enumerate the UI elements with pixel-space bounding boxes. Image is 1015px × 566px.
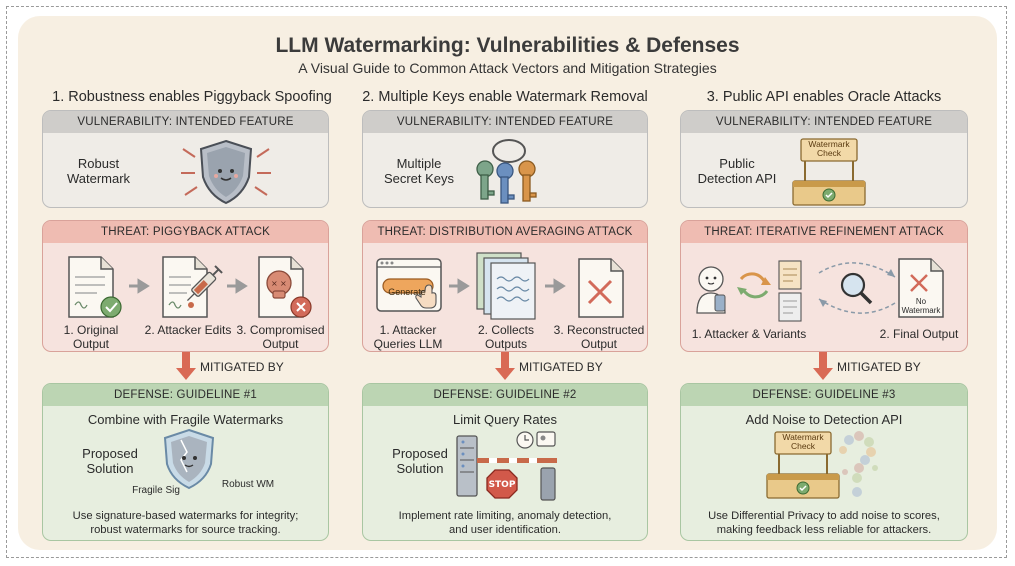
- proposed-solution-label: Proposed Solution: [392, 446, 448, 476]
- defense-description-line-2: and user identification.: [449, 524, 561, 536]
- mitigated-by-label: MITIGATED BY: [200, 360, 284, 374]
- step-2-label: 2. Final Output: [879, 327, 959, 341]
- defense-description-line-1: Use signature-based watermarks for integrity;: [72, 510, 299, 522]
- column-3-defense-box: [680, 383, 968, 541]
- column-1-defense-box: [42, 383, 329, 541]
- defense-description-line-2: robust watermarks for source tracking.: [90, 524, 281, 536]
- step-1-label: 1. Original Output: [63, 323, 119, 351]
- step-3-label: 3. Compromised Output: [236, 323, 325, 351]
- column-3-heading: 3. Public API enables Oracle Attacks: [706, 89, 942, 105]
- generate-button-label: Generate: [388, 287, 426, 297]
- vulnerability-label: Public Detection API: [697, 156, 777, 186]
- defense-title: Add Noise to Detection API: [745, 412, 903, 427]
- column-1-heading: 1. Robustness enables Piggyback Spoofing: [52, 89, 332, 105]
- arrow-icon: [545, 279, 567, 293]
- column-2-vulnerability-box: [362, 110, 648, 208]
- collected-outputs-stack-icon: [475, 251, 541, 321]
- column-3-vulnerability-box: [680, 110, 968, 208]
- step-3-label: 3. Reconstructed Output: [553, 323, 645, 351]
- defense-description-line-2: making feedback less reliable for attackers.: [716, 524, 932, 536]
- defense-header: DEFENSE: GUIDELINE #1: [43, 384, 328, 406]
- attacker-variants-icon: [693, 257, 813, 323]
- step-1-label: 1. Attacker Queries LLM: [373, 323, 443, 351]
- proposed-solution-label: Proposed Solution: [82, 446, 138, 476]
- mitigated-down-arrow-icon: [494, 352, 516, 382]
- column-2-heading: 2. Multiple Keys enable Watermark Removal: [362, 89, 648, 105]
- vulnerability-label: Robust Watermark: [66, 156, 131, 186]
- column-1-vulnerability-box: [42, 110, 329, 208]
- no-watermark-label: No Watermark: [901, 297, 941, 315]
- page-subtitle: A Visual Guide to Common Attack Vectors and Mitigation Strategies: [298, 60, 717, 76]
- step-2-label: 2. Attacker Edits: [144, 323, 232, 337]
- rate-limit-gate-icon: [455, 428, 563, 504]
- mitigated-by-label: MITIGATED BY: [519, 360, 603, 374]
- arrow-icon: [129, 279, 151, 293]
- mitigated-down-arrow-icon: [812, 352, 834, 382]
- defense-header: DEFENSE: GUIDELINE #3: [681, 384, 967, 406]
- defense-description: [363, 509, 647, 537]
- column-1-threat-box: [42, 220, 329, 352]
- booth-sign-text: Watermark Check: [782, 432, 824, 451]
- threat-header: THREAT: ITERATIVE REFINEMENT ATTACK: [681, 221, 967, 243]
- page-title: LLM Watermarking: Vulnerabilities & Defenses: [275, 34, 740, 57]
- vulnerability-label: Multiple Secret Keys: [383, 156, 455, 186]
- defense-header: DEFENSE: GUIDELINE #2: [363, 384, 647, 406]
- attacker-edits-syringe-icon: [161, 255, 227, 319]
- svg-text:×: ×: [271, 279, 278, 288]
- fragile-sig-tag: Fragile Sig: [132, 485, 180, 496]
- defense-title: Limit Query Rates: [452, 412, 558, 427]
- defense-title: Combine with Fragile Watermarks: [87, 412, 284, 427]
- robust-shield-icon: [181, 139, 271, 205]
- vulnerability-header: VULNERABILITY: INTENDED FEATURE: [363, 111, 647, 133]
- defense-description: [681, 509, 967, 537]
- mitigated-down-arrow-icon: [175, 352, 197, 382]
- svg-text:×: ×: [280, 279, 287, 288]
- vulnerability-header: VULNERABILITY: INTENDED FEATURE: [681, 111, 967, 133]
- combined-shield-icon: [161, 428, 217, 490]
- threat-header: THREAT: PIGGYBACK ATTACK: [43, 221, 328, 243]
- multiple-keys-icon: [471, 137, 545, 207]
- booth-sign-text: Watermark Check: [808, 139, 850, 158]
- original-output-document-icon: [67, 255, 125, 319]
- mitigated-by-label: MITIGATED BY: [837, 360, 921, 374]
- defense-description-line-1: Use Differential Privacy to add noise to scores,: [708, 510, 940, 522]
- column-2-threat-box: [362, 220, 648, 352]
- robust-wm-tag: Robust WM: [221, 479, 275, 490]
- reconstructed-output-document-icon: [577, 257, 627, 319]
- compromised-output-skull-icon: [257, 255, 315, 319]
- defense-description: [43, 509, 328, 537]
- oracle-magnifier-loop-icon: [815, 255, 899, 321]
- step-2-label: 2. Collects Outputs: [477, 323, 535, 351]
- vulnerability-header: VULNERABILITY: INTENDED FEATURE: [43, 111, 328, 133]
- defense-description-line-1: Implement rate limiting, anomaly detection,: [398, 510, 612, 522]
- noise-question-mark-icon: [831, 428, 883, 500]
- column-3-threat-box: [680, 220, 968, 352]
- threat-header: THREAT: DISTRIBUTION AVERAGING ATTACK: [363, 221, 647, 243]
- arrow-icon: [227, 279, 249, 293]
- step-1-label: 1. Attacker & Variants: [691, 327, 807, 341]
- arrow-icon: [449, 279, 471, 293]
- column-2-defense-box: [362, 383, 648, 541]
- stop-sign-text: STOP: [488, 480, 516, 490]
